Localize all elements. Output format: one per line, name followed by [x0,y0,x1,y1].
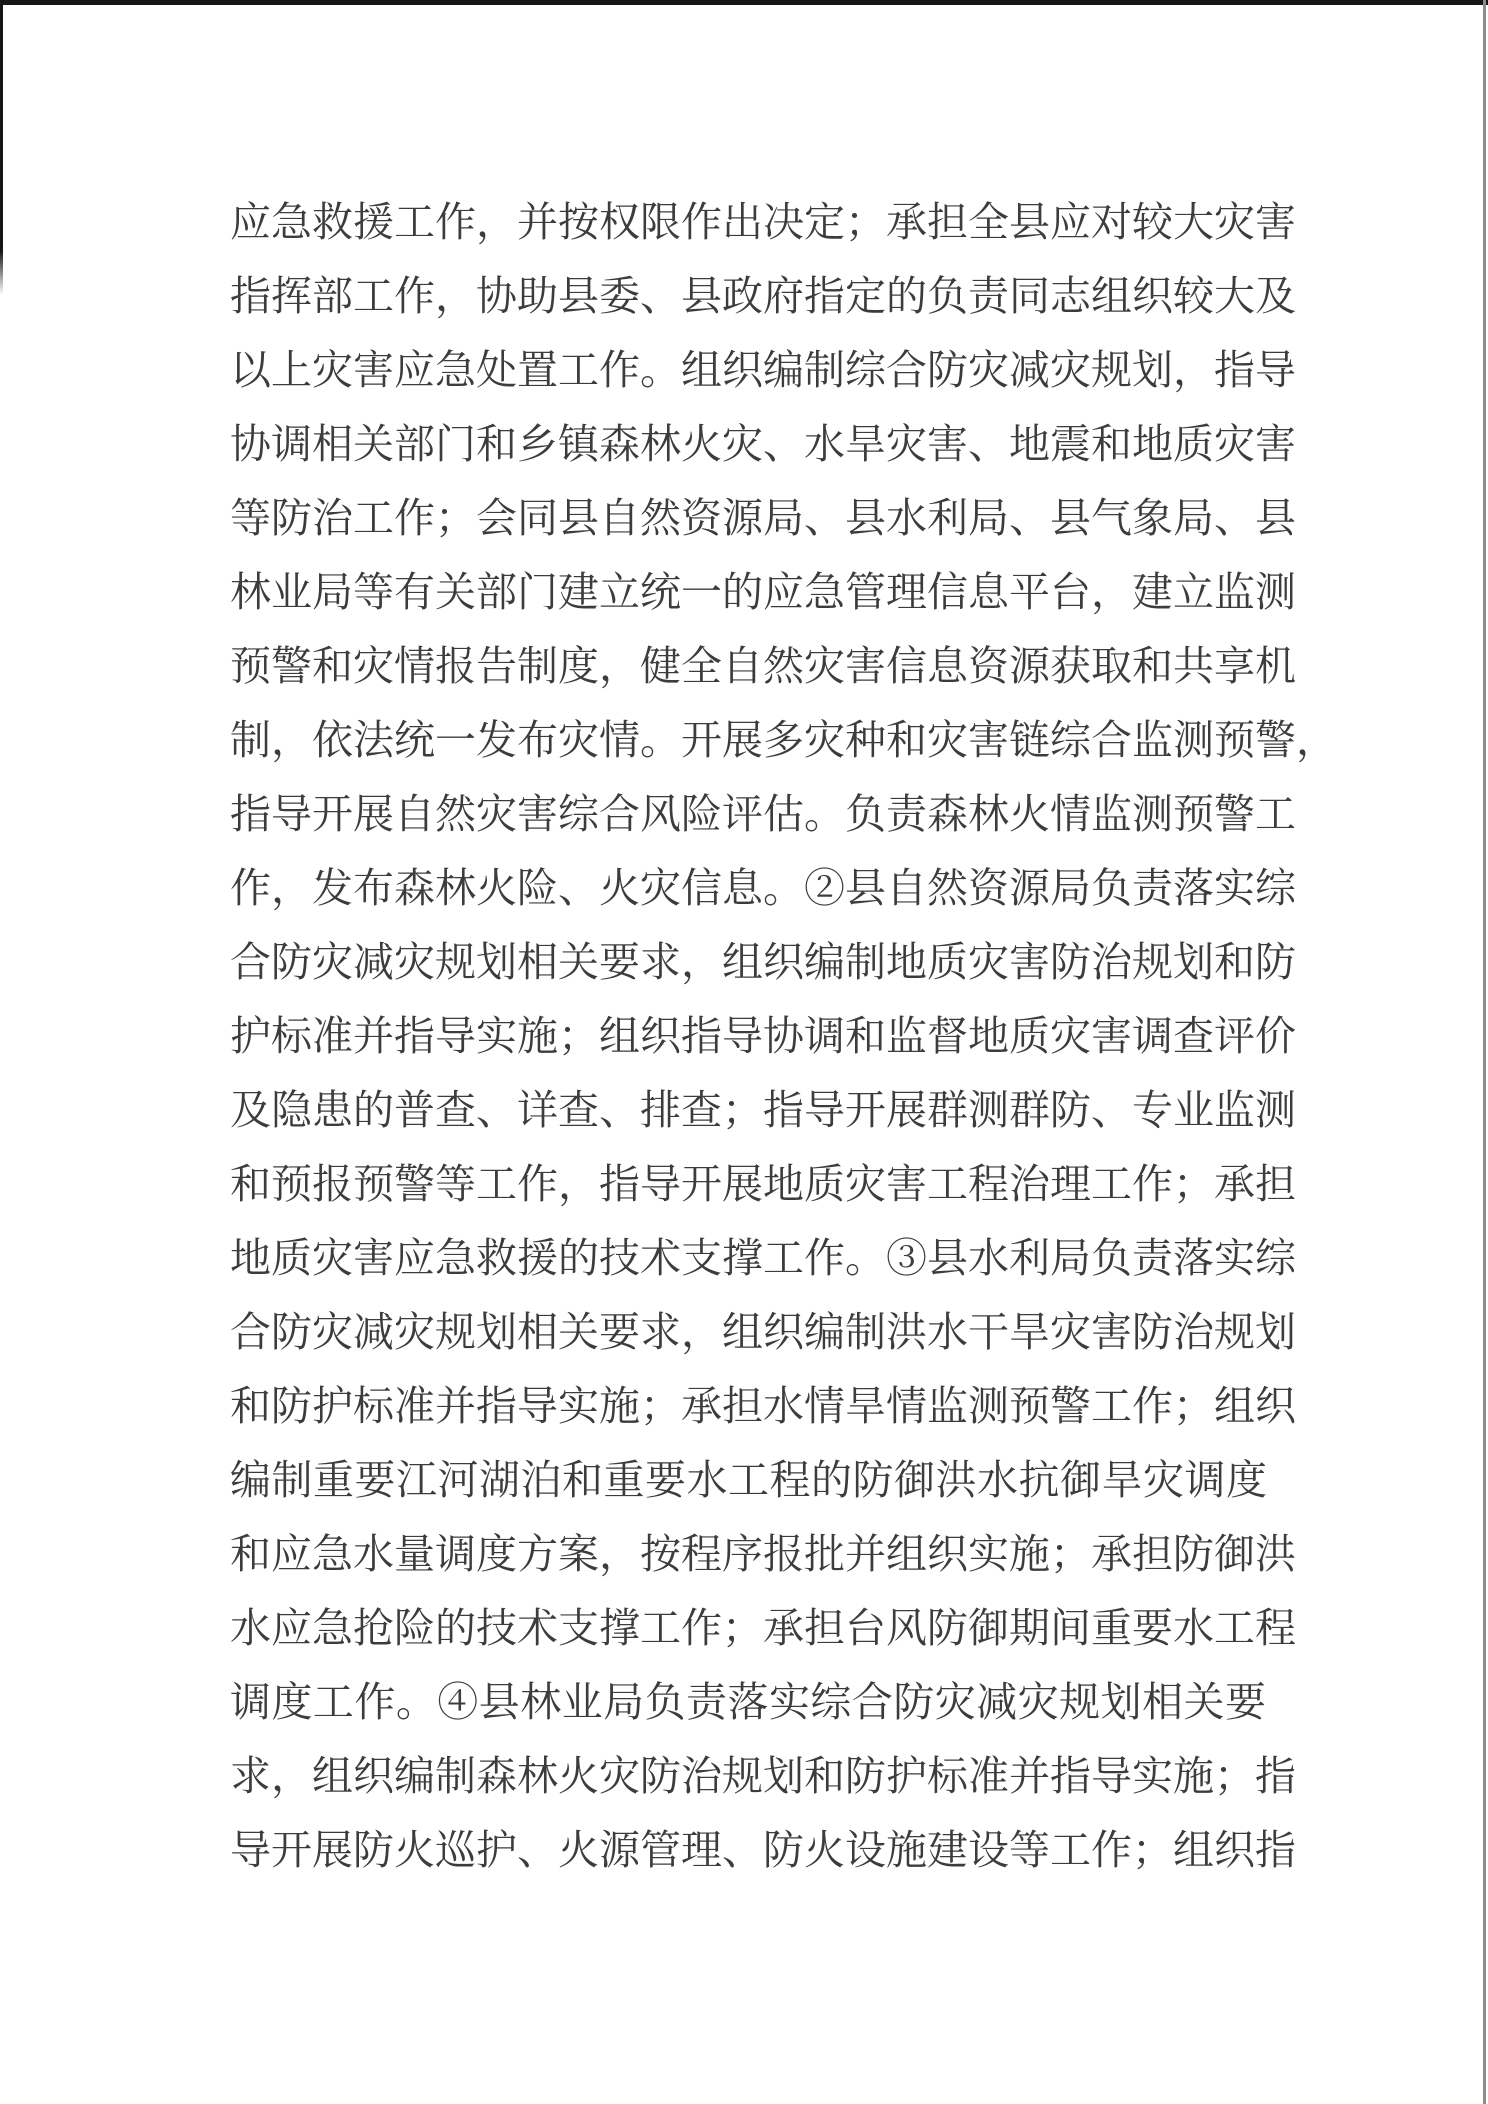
text-line: 和防护标准并指导实施；承担水情旱情监测预警工作；组织 [230,1383,1296,1429]
text-line: 水应急抢险的技术支撑工作；承担台风防御期间重要水工程 [230,1605,1296,1651]
text-line: 和预报预警等工作，指导开展地质灾害工程治理工作；承担 [230,1161,1296,1207]
document-body-text [230,185,1337,1887]
text-line: 林业局等有关部门建立统一的应急管理信息平台，建立监测 [230,569,1296,615]
scan-edge-right [1483,0,1486,2104]
text-line: 作，发布森林火险、火灾信息。②县自然资源局负责落实综 [230,865,1296,911]
text-line: 应急救援工作，并按权限作出决定；承担全县应对较大灾害 [230,199,1296,245]
text-line: 及隐患的普查、详查、排查；指导开展群测群防、专业监测 [230,1087,1296,1133]
text-line: 预警和灾情报告制度，健全自然灾害信息资源获取和共享机 [230,643,1296,689]
text-line: 等防治工作；会同县自然资源局、县水利局、县气象局、县 [230,495,1296,541]
text-line: 调度工作。④县林业局负责落实综合防灾减灾规划相关要 [230,1679,1266,1725]
text-line: 合防灾减灾规划相关要求，组织编制洪水干旱灾害防治规划 [230,1309,1296,1355]
text-line: 以上灾害应急处置工作。组织编制综合防灾减灾规划，指导 [230,347,1296,393]
text-line: 求，组织编制森林火灾防治规划和防护标准并指导实施；指 [230,1753,1296,1799]
scan-edge-top [0,0,1488,5]
text-line: 指挥部工作，协助县委、县政府指定的负责同志组织较大及 [230,273,1296,319]
text-line: 地质灾害应急救援的技术支撑工作。③县水利局负责落实综 [230,1235,1296,1281]
text-line: 护标准并指导实施；组织指导协调和监督地质灾害调查评价 [230,1013,1296,1059]
text-line: 导开展防火巡护、火源管理、防火设施建设等工作；组织指 [230,1827,1296,1873]
text-line: 协调相关部门和乡镇森林火灾、水旱灾害、地震和地质灾害 [230,421,1296,467]
text-line: 编制重要江河湖泊和重要水工程的防御洪水抗御旱灾调度 [230,1457,1268,1503]
text-line: 和应急水量调度方案，按程序报批并组织实施；承担防御洪 [230,1531,1296,1577]
scan-edge-left [0,0,3,295]
text-line: 合防灾减灾规划相关要求，组织编制地质灾害防治规划和防 [230,939,1296,985]
text-line: 指导开展自然灾害综合风险评估。负责森林火情监测预警工 [230,791,1296,837]
text-line: 制，依法统一发布灾情。开展多灾种和灾害链综合监测预警， [230,717,1337,763]
